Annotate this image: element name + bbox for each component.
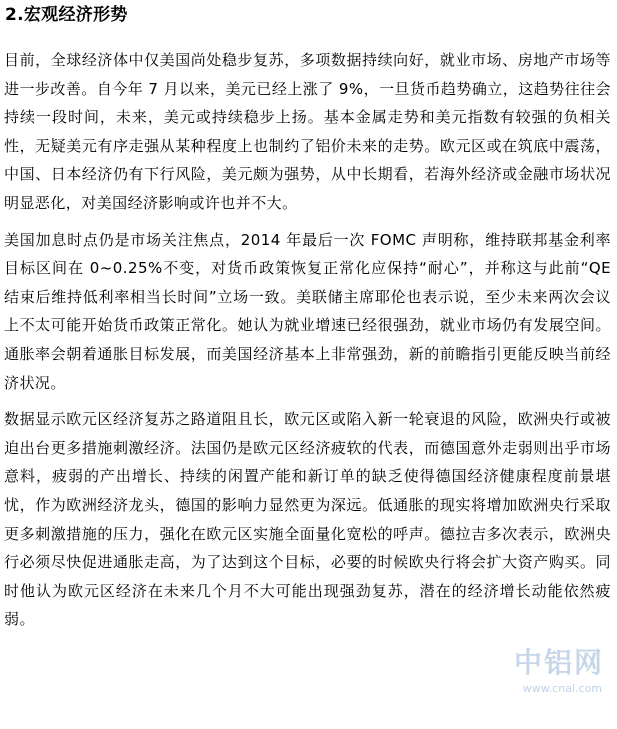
document-body	[4, 46, 611, 642]
paragraph-eurozone: 数据显示欧元区经济复苏之路道阻且长，欧元区或陷入新一轮衰退的风险，欧洲央行或被迫出台更多措施刺激经济。法国仍是欧元区经济疲软的代表，而德国意外走弱则出乎市场意料，疲弱的产出增长、持续的闲置产能和新订单的缺乏使得德国经济健康程度前景堪忧，作为欧洲经济龙头，德国的影响力显然更为深远。低通胀的现实将增加欧洲央行采取更多刺激措施的压力，强化在欧元区实施全面量化宽松的呼声。德拉吉多次表示，欧洲央行必须尽快促进通胀走高，为了达到这个目标，必要的时候欧央行将会扩大资产购买。同时他认为欧元区经济在未来几个月不大可能出现强劲复苏，潜在的经济增长动能依然疲弱。	[4, 410, 611, 629]
watermark-url: www.cnal.com	[522, 682, 602, 695]
paragraph-fed-rate-hike: 美国加息时点仍是市场关注焦点，2014 年最后一次 FOMC 声明称，维持联邦基金利率目标区间在 0~0.25%不变，对货币政策恢复正常化应保持“耐心”，并称这与此前“QE 结束后维持低利率相当长时间”立场一致。美联储主席耶伦也表示说，至少未来两次会议上不太可能开始货币政策正常化。她认为就业增速已经很强劲，就业市场仍有发展空间。通胀率会朝着通胀目标发展，而美国经济基本上非常强劲，新的前瞻指引更能反映当前经济状况。	[4, 230, 611, 392]
section-heading: 2.宏观经济形势	[5, 5, 128, 25]
watermark-logo: 中铝网	[513, 646, 604, 679]
paragraph-us-economy: 目前，全球经济体中仅美国尚处稳步复苏，多项数据持续向好，就业市场、房地产市场等进一步改善。自今年 7 月以来，美元已经上涨了 9%，一旦货币趋势确立，这趋势往往会持续一段时间，未来，美元或持续稳步上扬。基本金属走势和美元指数有较强的负相关性，无疑美元有序走强从某种程度上也制约了铝价未来的走势。欧元区或在筑底中震荡，中国、日本经济仍有下行风险，美元颇为强势，从中长期看，若海外经济或金融市场状况明显恶化，对美国经济影响或许也并不大。	[4, 51, 611, 212]
watermark	[460, 648, 610, 708]
